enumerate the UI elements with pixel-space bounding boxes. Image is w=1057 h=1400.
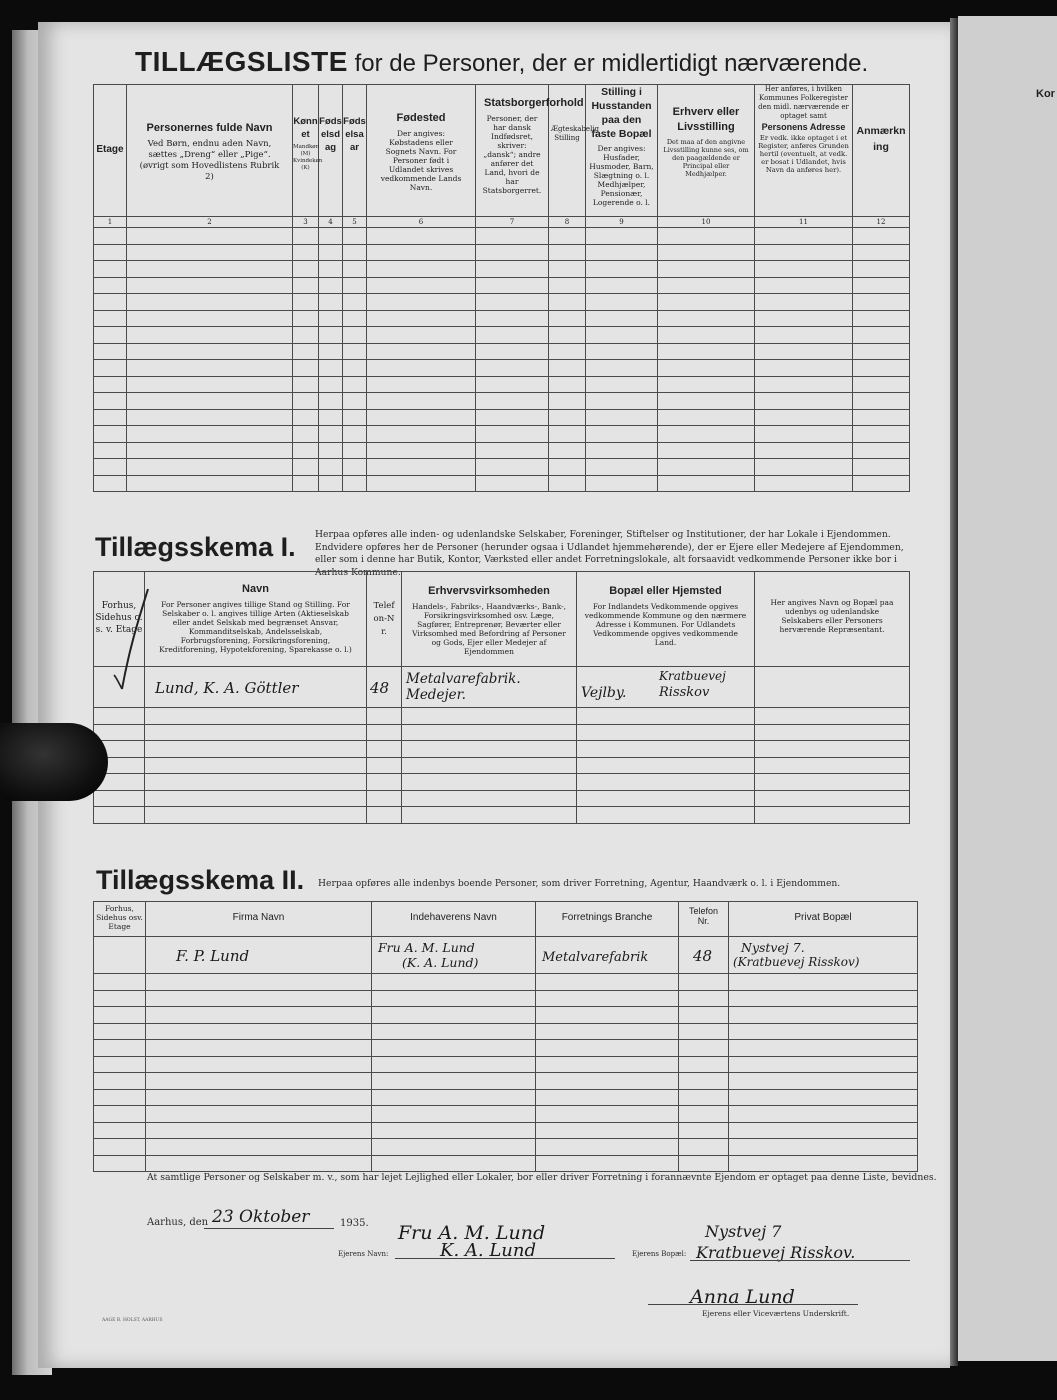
blank-row <box>94 277 910 294</box>
blank-row <box>94 807 910 824</box>
t2-col-navn: Navn For Personer angives tillige Stand og Stilling. For Selskaber o. l. angives tillige Arten (Aktieselskab eller andet Selskab med begrænset Ansvar, Kommanditselskab, Andelsselskab, Forbrugsforening, Forsikringsforening, Kreditforening, Hypotekforening, Sparekasse o. l.) <box>145 572 367 667</box>
owner-address-handwritten-2: Kratbuevej Risskov. <box>696 1243 856 1262</box>
t2-entry-name: Lund, K. A. Göttler <box>155 678 299 697</box>
t3-col-telefon: Telefon Nr. <box>679 902 729 937</box>
t2-entry-erhverv-2: Medejer. <box>406 687 466 703</box>
footer-statement: At samtlige Personer og Selskaber m. v., som har lejet Lejlighed eller Lokaler, bor eller driver Forretning i forannævnte Ejendom er optaget paa denne Liste, bevidnes. <box>147 1172 937 1183</box>
section-1-title: Tillægsskema I. <box>95 532 296 562</box>
blank-row <box>94 459 910 476</box>
t2-col-telefon: Telefon-Nr. <box>367 572 402 667</box>
blank-row <box>94 1122 918 1139</box>
t2-col-etage: Forhus, Sidehus o. s. v. Etage <box>94 572 145 667</box>
t3-col-bopael: Privat Bopæl <box>729 902 918 937</box>
t1-col-navn: Personernes fulde Navn Ved Børn, endnu aden Navn, sættes „Dreng“ eller „Pige“. (øvrigt som Hovedlistens Rubrik 2) <box>127 85 293 217</box>
t2-entry-erhverv-1: Metalvarefabrik. <box>406 671 521 687</box>
t2-body <box>94 708 910 824</box>
page-title <box>135 46 895 78</box>
blank-row <box>94 1023 918 1040</box>
t2-entry-bopael-1: Vejlby. <box>581 685 627 701</box>
blank-row <box>94 376 910 393</box>
owner-address-handwritten-1: Nystvej 7 <box>705 1222 782 1241</box>
t3-body <box>94 974 918 1172</box>
blank-row <box>94 442 910 459</box>
tillaegsliste-table <box>93 84 910 492</box>
t2-header-row <box>94 572 910 667</box>
t3-header-row <box>94 902 918 937</box>
blank-row <box>94 790 910 807</box>
blank-row <box>94 1040 918 1057</box>
blank-row <box>94 774 910 791</box>
thumb-in-frame <box>0 723 108 801</box>
check-mark-icon <box>100 585 160 695</box>
blank-row <box>94 343 910 360</box>
right-page <box>958 16 1057 1361</box>
section-1-note: Herpaa opføres alle inden- og udenlandske Selskaber, Foreninger, Stiftelser og Institutioner, der har Lokale i Ejendommen. Endvidere opføres her de Personer (herunder ogsaa i Udlandet hjemmehørende), der er Ejere eller Medejere af Ejendommen, eller som i denne har Butik, Kontor, Værksted eller andet Forretningslokale, alt forsaavidt vedkommende Personer ikke bor i Aarhus Kommune. <box>315 529 904 578</box>
t3-col-firma: Firma Navn <box>146 902 372 937</box>
blank-row <box>94 475 910 492</box>
t2-col-repraesentant: Her angives Navn og Bopæl paa udenbys og udenlandske Selskabers eller Personers herværende Repræsentant. <box>755 572 910 667</box>
title-bold: TILLÆGSLISTE <box>135 46 348 77</box>
blank-row <box>94 757 910 774</box>
blank-row <box>94 360 910 377</box>
t1-col-erhverv: Erhverv eller Livsstilling Det maa af den angivne Livsstilling kunne ses, om den paagældende er Principal eller Medhjælper. <box>658 85 755 217</box>
signature-handwritten: Anna Lund <box>690 1286 795 1308</box>
right-page-fragment: Kor <box>1036 88 1055 100</box>
blank-row <box>94 1139 918 1156</box>
t1-col-stilling: Stilling i Husstanden paa den faste Bopæl Der angives: Husfader, Husmoder, Barn, Slægtning o. l. Medhjælper, Pensionær, Logerende o. l. <box>586 85 658 217</box>
blank-row <box>94 426 910 443</box>
t3-entry-branche: Metalvarefabrik <box>542 949 649 965</box>
blank-row <box>94 244 910 261</box>
blank-row <box>94 393 910 410</box>
blank-row <box>94 990 918 1007</box>
t3-col-etage: Forhus, Sidehus osv. Etage <box>94 902 146 937</box>
t1-col-adresse: Her anføres, i hvilken Kommunes Folkeregister den midl. nærværende er optaget samt Personens Adresse Er vedk. ikke optaget i et Register, anføres Grunden hertil (eventuelt, at vedk. er bosat i Udlandet, hvis Navn da anføres her). <box>755 85 853 217</box>
blank-row <box>94 327 910 344</box>
printer-mark: AAGE B. HOLST, AARHUS <box>102 1318 163 1323</box>
blank-row <box>94 974 918 991</box>
tillaegsskema-2-table <box>93 901 918 1172</box>
blank-row <box>94 261 910 278</box>
t1-col-etage: Etage <box>94 85 127 217</box>
t3-col-branche: Forretnings Branche <box>536 902 679 937</box>
t3-entry-indehaver-1: Fru A. M. Lund <box>378 940 475 955</box>
footer-year: 1935. <box>340 1218 369 1229</box>
t1-col-foedselsdag: Fødselsdag <box>319 85 343 217</box>
t3-entry-indehaver-2: (K. A. Lund) <box>402 955 479 970</box>
t1-number-row: 1 2 3 4 5 6 7 8 9 10 11 12 <box>94 217 910 228</box>
t2-col-bopael: Bopæl eller Hjemsted For Indlandets Vedkommende opgives vedkommende Kommune og den nærmere Adresse i Kommunen. For Udlandets Vedkommende opgives vedkommende Land. <box>577 572 755 667</box>
signature-label: Ejerens eller Viceværtens Underskrift. <box>702 1309 850 1318</box>
signature-line <box>648 1304 858 1305</box>
t1-col-aegteskab: Ægteskabelig Stilling <box>549 85 586 217</box>
owner-name-handwritten-1: Fru A. M. Lund <box>398 1222 546 1244</box>
owner-name-label: Ejerens Navn: <box>338 1250 389 1258</box>
blank-row <box>94 228 910 245</box>
section-2-title: Tillægsskema II. <box>96 865 305 895</box>
owner-name-line <box>395 1258 615 1259</box>
blank-row <box>94 1007 918 1024</box>
t1-col-koennet: Kønnet Mandkøn (M) Kvindekøn (K) <box>293 85 319 217</box>
t2-entry-bopael-2b: Risskov <box>659 685 710 700</box>
blank-row <box>94 294 910 311</box>
t3-entry-tel: 48 <box>693 946 713 965</box>
t2-col-erhverv: Erhvervsvirksomheden Handels-, Fabriks-, Haandværks-, Bank-, Forsikringsvirksomhed osv. Læge, Sagfører, Entreprenør, Beværter eller Virksomhed med Befordring af Personer og Gods, Ejer eller Medejer af Ejendommen <box>402 572 577 667</box>
t2-entry-row <box>94 667 910 708</box>
t1-header-row <box>94 85 910 217</box>
t1-col-anmaerkning: Anmærkning <box>853 85 910 217</box>
blank-row <box>94 409 910 426</box>
blank-row <box>94 1073 918 1090</box>
t3-entry-bopael-2: (Kratbuevej Risskov) <box>733 955 860 969</box>
date-line <box>204 1228 334 1229</box>
blank-row <box>94 741 910 758</box>
title-rest: for de Personer, der er midlertidigt nærværende. <box>354 50 869 77</box>
t3-col-indehaver: Indehaverens Navn <box>372 902 536 937</box>
footer-city: Aarhus, den <box>147 1217 209 1228</box>
t3-entry-bopael-1: Nystvej 7. <box>741 940 805 955</box>
tillaegsskema-1-table <box>93 571 910 824</box>
blank-row <box>94 1106 918 1123</box>
blank-row <box>94 1089 918 1106</box>
blank-row <box>94 310 910 327</box>
section-2-note: Herpaa opføres alle indenbys boende Personer, som driver Forretning, Agentur, Haandværk o. l. i Ejendommen. <box>318 878 841 889</box>
t3-entry-firma: F. P. Lund <box>176 946 250 965</box>
t2-entry-bopael-2a: Kratbuevej <box>659 669 726 683</box>
blank-row <box>94 724 910 741</box>
t1-col-foedested: Fødested Der angives: Købstadens eller Sognets Navn. For Personer født i Udlandet skrives vedkommende Lands Navn. <box>367 85 476 217</box>
owner-name-handwritten-2: K. A. Lund <box>440 1240 536 1261</box>
blank-row <box>94 708 910 725</box>
t3-entry-row <box>94 937 918 974</box>
t1-body <box>94 228 910 492</box>
t1-col-statsborger: Statsborgerforhold Personer, der har dansk Indfødsret, skriver: „dansk“; andre anfører det Land, hvori de har Statsborgerret. <box>476 85 549 217</box>
t1-col-foedselsaar: Fødselsaar <box>343 85 367 217</box>
book-gutter <box>950 18 958 1366</box>
footer-date-handwritten: 23 Oktober <box>212 1207 310 1227</box>
blank-row <box>94 1056 918 1073</box>
owner-address-line <box>690 1260 910 1261</box>
owner-address-label: Ejerens Bopæl: <box>632 1250 687 1258</box>
blank-row <box>94 1155 918 1172</box>
t2-entry-tel: 48 <box>370 678 390 697</box>
